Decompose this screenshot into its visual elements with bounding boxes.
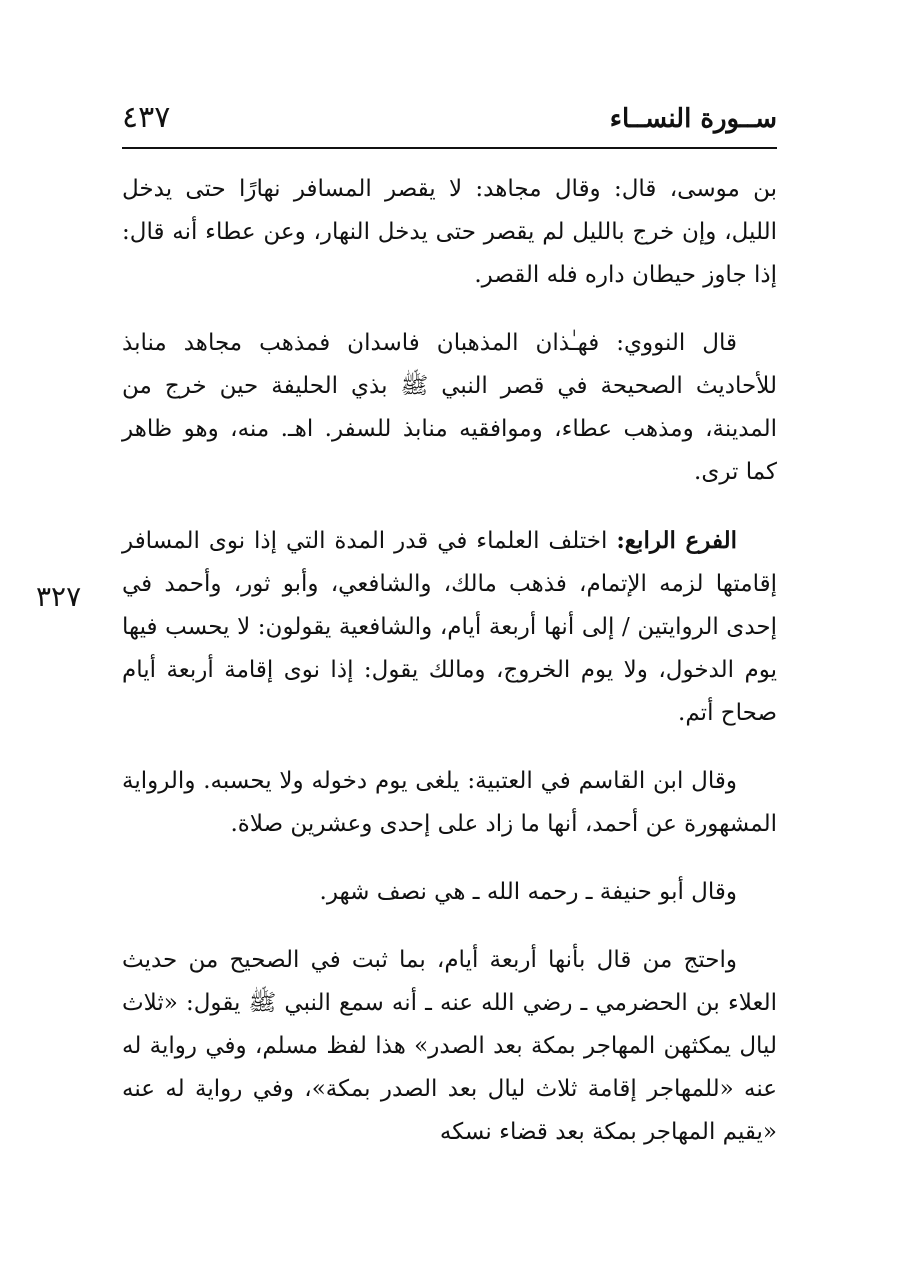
surah-title: ســورة النســاء (609, 104, 777, 134)
section-heading: الفرع الرابع: (616, 527, 737, 554)
paragraph-5 (122, 871, 777, 914)
page-body (122, 168, 777, 1179)
paragraph-text: واحتج من قال بأنها أربعة أيام، بما ثبت في الصحيح من حديث العلاء بن الحضرمي ـ رضي الله عنه ـ أنه سمع النبي ﷺ يقول: «ثلاث ليال يمكثهن المهاجر بمكة بعد الصدر» هذا لفظ مسلم، وفي رواية له عنه «للمهاجر إقامة ثلاث ليال بعد الصدر بمكة»، وفي رواية له عنه «يقيم المهاجر بمكة بعد قضاء نسكه (122, 947, 777, 1145)
paragraph-text: قال النووي: فهـٰذان المذهبان فاسدان فمذهب مجاهد منابذ للأحاديث الصحيحة في قصر النبي ﷺ بذي الحليفة حين خرج من المدينة، ومذهب عطاء، وموافقيه منابذ للسفر. اهـ. منه، وهو ظاهر كما ترى. (122, 330, 777, 485)
page-number: ٤٣٧ (122, 100, 171, 135)
paragraph-1 (122, 168, 777, 297)
paragraph-text: اختلف العلماء في قدر المدة التي إذا نوى المسافر إقامتها لزمه الإتمام، فذهب مالك، والشافعي، وأبو ثور، وأحمد في إحدى الروايتين / إلى أنها أربعة أيام، والشافعية يقولون: لا يحسب فيها يوم الدخول، ولا يوم الخروج، ومالك يقول: إذا نوى إقامة أربعة أيام صحاح أتم. (122, 528, 777, 726)
paragraph-4 (122, 760, 777, 846)
paragraph-text: وقال ابن القاسم في العتبية: يلغى يوم دخوله ولا يحسبه. والرواية المشهورة عن أحمد، أنها ما زاد على إحدى وعشرين صلاة. (122, 768, 777, 837)
paragraph-text: بن موسى، قال: وقال مجاهد: لا يقصر المسافر نهارًا حتى يدخل الليل، وإن خرج بالليل لم يقصر حتى يدخل النهار، وعن عطاء أنه قال: إذا جاوز حيطان داره فله القصر. (122, 176, 777, 288)
page-header (122, 96, 777, 144)
paragraph-text: وقال أبو حنيفة ـ رحمه الله ـ هي نصف شهر. (319, 879, 737, 905)
paragraph-3 (122, 519, 777, 735)
paragraph-2 (122, 322, 777, 494)
paragraph-6 (122, 939, 777, 1154)
margin-page-reference: ٣٢٧ (36, 580, 82, 613)
header-divider (122, 147, 777, 149)
